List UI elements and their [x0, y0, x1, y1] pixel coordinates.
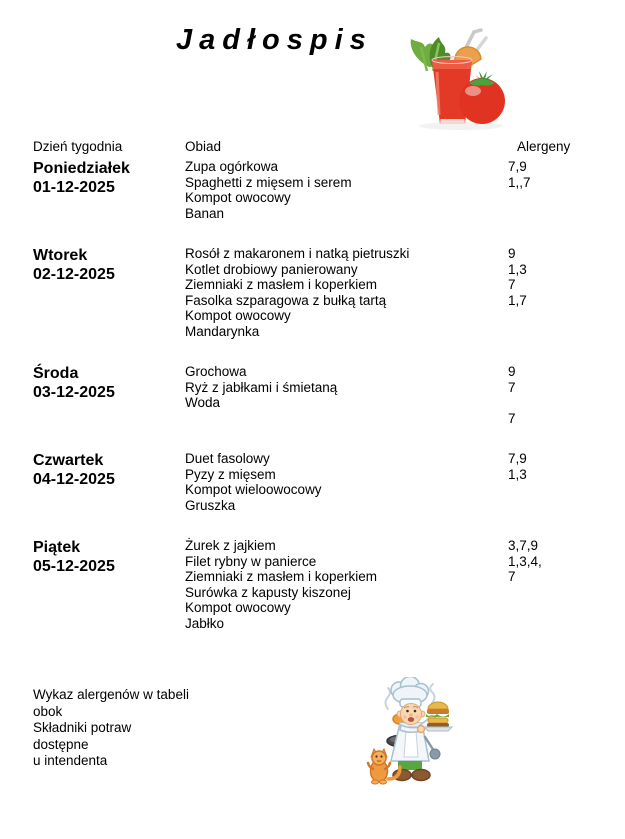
allergens-cell [508, 451, 608, 513]
footer-line: u intendenta [33, 753, 108, 768]
allergen-value [508, 482, 608, 498]
footer-line: Wykaz alergenów w tabeli [33, 687, 189, 702]
menu-table [33, 139, 608, 656]
menu-day-block [33, 538, 608, 631]
dishes-cell [185, 538, 508, 631]
day-date: 02-12-2025 [33, 266, 115, 283]
day-name: Wtorek [33, 247, 88, 264]
dish-name: Mandarynka [185, 323, 260, 339]
dishes-cell [185, 451, 508, 513]
allergens-cell [508, 364, 608, 426]
day-name: Środa [33, 365, 79, 382]
burger-icon [424, 702, 452, 731]
allergen-value [508, 616, 608, 632]
allergen-value [508, 308, 608, 324]
day-date: 04-12-2025 [33, 471, 115, 488]
footer-note [33, 687, 189, 770]
chef-image [362, 677, 456, 791]
allergen-value: 3,7,9 [508, 538, 539, 553]
allergen-value [508, 600, 608, 616]
allergens-cell [508, 538, 608, 631]
menu-day-block [33, 246, 608, 339]
footer-line: Składniki potraw [33, 720, 132, 735]
allergen-value [508, 206, 608, 222]
dish-name: Woda [185, 395, 221, 410]
allergen-value: 7,9 [508, 451, 527, 466]
column-header-day-of-week: Dzień tygodnia [33, 139, 123, 154]
day-date: 01-12-2025 [33, 179, 115, 196]
dish-name: Ziemniaki z masłem i koperkiem [185, 569, 378, 584]
dish-name: Zupa ogórkowa [185, 159, 279, 174]
dish-name: Grochowa [185, 364, 247, 379]
allergen-value [508, 395, 608, 411]
footer-line: dostępne [33, 736, 89, 752]
day-cell [33, 246, 185, 339]
day-cell [33, 451, 185, 513]
dish-name: Duet fasolowy [185, 451, 270, 466]
allergen-value: 7 [508, 379, 516, 395]
day-cell [33, 538, 185, 631]
allergen-value: 1,,7 [508, 174, 531, 190]
allergen-value: 9 [508, 364, 516, 379]
allergen-value [508, 190, 608, 206]
menu-day-block [33, 364, 608, 426]
dish-name: Filet rybny w panierce [185, 553, 317, 569]
allergen-value: 1,3 [508, 466, 527, 482]
dish-name: Kotlet drobiowy panierowany [185, 261, 358, 277]
day-name: Czwartek [33, 452, 104, 469]
menu-day-block [33, 451, 608, 513]
allergen-value [508, 585, 608, 601]
allergens-cell [508, 246, 608, 339]
day-cell [33, 364, 185, 426]
day-cell [33, 159, 185, 221]
day-blocks-container [33, 159, 608, 631]
dish-name: Fasolka szparagowa z bułką tartą [185, 292, 387, 308]
allergen-value: 1,3,4, [508, 553, 542, 569]
column-header-dinner: Obiad [185, 139, 222, 154]
page-title: Jadłospis [176, 24, 373, 56]
dish-name: Jabłko [185, 615, 225, 631]
chef-hat-icon [391, 677, 429, 707]
allergen-value: 7 [508, 410, 516, 426]
allergen-value: 7,9 [508, 159, 527, 174]
day-name: Poniedziałek [33, 160, 130, 177]
menu-day-block [33, 159, 608, 221]
dish-name: Ziemniaki z masłem i koperkiem [185, 277, 378, 292]
table-header-row [33, 139, 608, 154]
allergen-value: 9 [508, 246, 516, 261]
dish-name: Żurek z jajkiem [185, 538, 276, 553]
day-name: Piątek [33, 539, 81, 556]
day-date: 05-12-2025 [33, 558, 115, 575]
column-header-allergens: Alergeny [517, 139, 571, 154]
dishes-cell [185, 159, 508, 221]
dish-name: Kompot owocowy [185, 190, 291, 205]
dish-name: Gruszka [185, 497, 236, 513]
dish-name: Spaghetti z mięsem i serem [185, 174, 352, 190]
allergen-value [508, 324, 608, 340]
dish-name: Pyzy z mięsem [185, 466, 276, 482]
tomato-juice-image [399, 27, 511, 131]
allergen-value: 7 [508, 569, 516, 584]
allergen-value: 1,7 [508, 292, 527, 308]
dish-name: Rosół z makaronem i natką pietruszki [185, 246, 410, 261]
dish-name: Kompot wieloowocowy [185, 482, 322, 497]
dishes-cell [185, 364, 508, 426]
allergens-cell [508, 159, 608, 221]
allergen-value: 7 [508, 277, 516, 292]
dish-name [185, 411, 508, 427]
dish-name: Kompot owocowy [185, 600, 291, 615]
dishes-cell [185, 246, 508, 339]
day-date: 03-12-2025 [33, 384, 115, 401]
dish-name: Ryż z jabłkami i śmietaną [185, 379, 338, 395]
footer-line: obok [33, 703, 63, 719]
allergen-value: 1,3 [508, 261, 527, 277]
dish-name: Kompot owocowy [185, 308, 291, 323]
allergen-value [508, 498, 608, 514]
dish-name: Banan [185, 205, 225, 221]
dish-name: Surówka z kapusty kiszonej [185, 584, 351, 600]
